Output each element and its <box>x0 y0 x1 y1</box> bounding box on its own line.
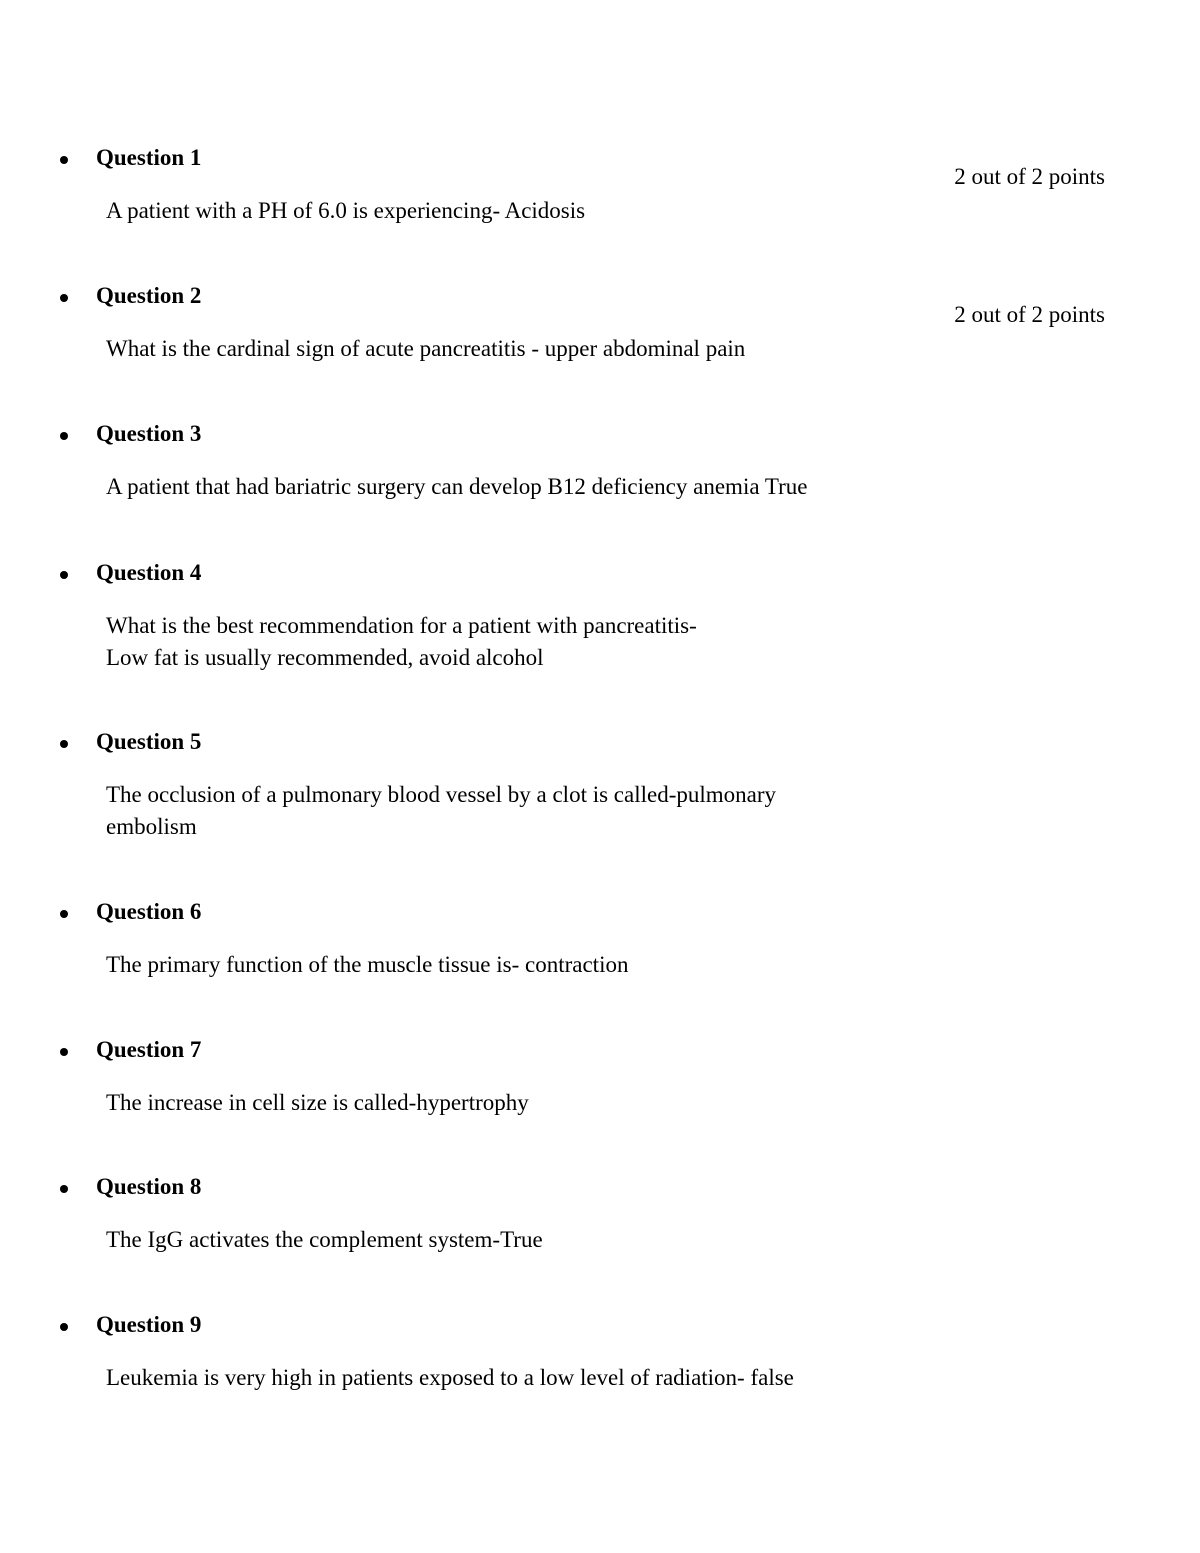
question-title: Question 4 <box>96 560 202 585</box>
answer-line: The IgG activates the complement system-True <box>106 1227 543 1252</box>
bullet-icon <box>60 740 68 748</box>
question-answer <box>106 949 946 981</box>
question-title: Question 7 <box>96 1037 202 1062</box>
question-answer <box>106 1362 946 1394</box>
answer-line: Leukemia is very high in patients exposed to a low level of radiation- false <box>106 1365 794 1390</box>
bullet-icon <box>60 1323 68 1331</box>
answer-line: The occlusion of a pulmonary blood vessel by a clot is called-pulmonary <box>106 782 777 807</box>
question-title: Question 3 <box>96 421 202 446</box>
question-answer <box>106 195 946 227</box>
answer-line: The increase in cell size is called-hypertrophy <box>106 1090 529 1115</box>
question-title: Question 5 <box>96 729 202 754</box>
question-points: 2 out of 2 points <box>954 302 1105 327</box>
question-answer <box>106 333 946 365</box>
question-answer <box>106 471 946 503</box>
answer-line: Low fat is usually recommended, avoid alcohol <box>106 645 544 670</box>
answer-line: The primary function of the muscle tissue is- contraction <box>106 952 629 977</box>
question-answer <box>106 1087 946 1119</box>
answer-line: A patient that had bariatric surgery can develop B12 deficiency anemia True <box>106 474 808 499</box>
question-answer <box>106 779 946 843</box>
answer-line: embolism <box>106 814 197 839</box>
answer-line: A patient with a PH of 6.0 is experiencing- Acidosis <box>106 198 586 223</box>
question-title: Question 1 <box>96 145 202 170</box>
bullet-icon <box>60 156 68 164</box>
answer-line: What is the cardinal sign of acute pancreatitis - upper abdominal pain <box>106 336 746 361</box>
question-title: Question 6 <box>96 899 202 924</box>
question-answer <box>106 1224 946 1256</box>
question-answer <box>106 610 946 674</box>
answer-line: What is the best recommendation for a patient with pancreatitis- <box>106 613 697 638</box>
question-points: 2 out of 2 points <box>954 164 1105 189</box>
bullet-icon <box>60 294 68 302</box>
bullet-icon <box>60 571 68 579</box>
question-title: Question 2 <box>96 283 202 308</box>
bullet-icon <box>60 1048 68 1056</box>
bullet-icon <box>60 1185 68 1193</box>
question-title: Question 9 <box>96 1312 202 1337</box>
bullet-icon <box>60 910 68 918</box>
question-title: Question 8 <box>96 1174 202 1199</box>
bullet-icon <box>60 432 68 440</box>
